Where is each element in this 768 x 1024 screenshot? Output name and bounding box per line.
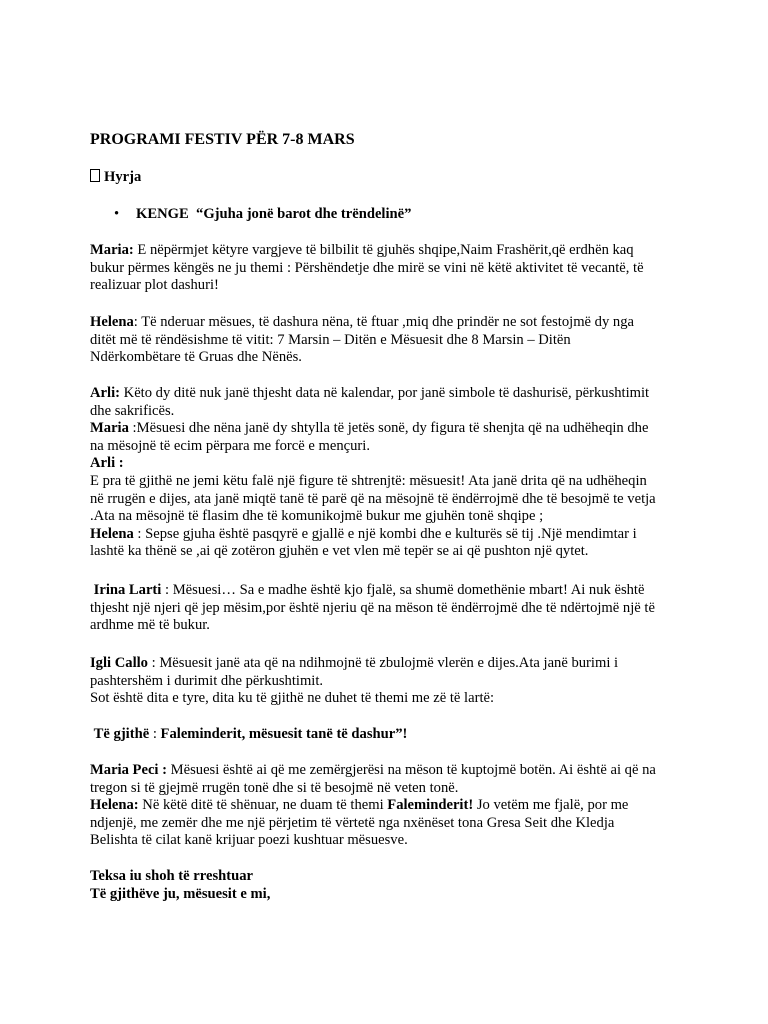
bullet-icon: • [114,206,120,222]
emphasis-text: Faleminderit! [387,797,474,814]
text-line: Këto dy ditë nuk janë thjesht data në kalendar, por janë simbole të dashurisë, përkushtimit [120,385,650,401]
text-line: na mësojnë të ecim përpara me forcë e mençuri. [90,437,370,454]
text-line: ditët më të rëndësishme të vitit: 7 Marsin – Ditën e Mësuesit dhe 8 Marsin – Ditën [90,331,571,348]
text-line: bukur përmes këngës ne ju themi : Përshëndetje dhe mirë se vini në këtë aktivitet të vecantë, të [90,259,644,276]
speaker-name: Arli: [90,385,120,401]
text-line: pashtershëm i durimit dhe përkushtimit. [90,672,324,689]
poem-line: Teksa iu shoh të rreshtuar [90,868,253,884]
paragraph-helena [90,314,690,367]
paragraph-maria [90,242,690,295]
text-line: .Ata na mësojnë të flasim dhe të komunikojmë bukur me gjuhën tonë shqipe ; [90,508,544,525]
text-line: Sot është dita e tyre, dita ku të gjithë ne duhet të themi me zë të lartë: [90,690,495,707]
song-list-item [114,206,714,224]
emphasis-text: Faleminderit, mësuesit tanë të dashur”! [160,726,408,742]
text-line: E nëpërmjet këtyre vargjeve të bilbilit të gjuhës shqipe,Naim Frashërit,që erdhën kaq [133,242,634,258]
speaker-name: Maria: [90,242,134,258]
text-line: ardhme më të bukur. [90,617,210,634]
text-line: :Mësuesi dhe nëna janë dy shtylla të jetës sonë, dy figura të shenjta që na udhëheqin dhe [128,420,649,437]
song-label: KENGE [136,206,189,222]
text-line: : Mësuesi… Sa e madhe është kjo fjalë, sa shumë domethënie mbart! Ai nuk është [161,582,645,598]
paragraph-dialogue [90,385,690,561]
text-line: lashtë ka thënë se ,ai që zotëron gjuhën e vet vlen më tepër se ai që pushton një qytet. [90,543,589,560]
text-line: thjesht një njeri që jep mësim,por është njeriu që na mëson të ëndërrojmë dhe të ndërtojmë një të [90,599,655,616]
speaker-name: Helena: [90,797,139,814]
text-line: ndjenjë, me zemër dhe me një përjetim të vërtetë nga nxënëset tona Gresa Seit dhe Kledja [90,814,615,831]
text-line: : Mësuesit janë ata që na ndihmojnë të zbulojmë vlerën e dijes.Ata janë burimi i [147,655,619,671]
text-line: : [149,726,161,742]
text-line: tregon si të gjejmë rrugën tonë dhe si të besojmë në veten tonë. [90,779,459,796]
text-line: Në këtë ditë të shënuar, ne duam të themi [138,797,388,814]
section-hyrja-label: Hyrja [104,169,142,185]
section-hyrja [90,169,690,187]
text-line: E pra të gjithë ne jemi këtu falë një figure të shtrenjtë: mësuesit! Ata janë drita që na udhëheqin [90,472,647,489]
text-line: Belishta të cilat kanë krijuar poezi kushtuar mësuesve. [90,832,408,849]
checkbox-glyph-icon [90,169,100,182]
text-line: : Sepse gjuha është pasqyrë e gjallë e një kombi dhe e kulturës së tij .Një mendimtar i [133,525,637,542]
text-line: dhe sakrificës. [90,402,175,419]
text-line: në rrugën e dijes, ata janë miqtë tanë të parë që na mësojnë të ëndërrojmë dhe të besojmë te vetja [90,490,656,507]
text-line: : Të nderuar mësues, të dashura nëna, të ftuar ,miq dhe prindër ne sot festojmë dy nga [133,314,634,330]
speaker-name: Maria [90,420,129,437]
speaker-name: Maria Peci : [90,762,167,778]
paragraph-all [90,726,690,744]
text-line: Ndërkombëtare të Gruas dhe Nënës. [90,349,302,366]
paragraph-maria-peci [90,762,690,850]
paragraph-irina [90,582,690,635]
speaker-name: Helena [90,314,134,330]
text-line: Mësuesi është ai që me zemërgjerësi na mëson të kuptojmë botën. Ai është ai që na [166,762,656,778]
speaker-name: Arli : [90,455,124,472]
speaker-name: Irina Larti [93,582,162,598]
page-title: PROGRAMI FESTIV PËR 7-8 MARS [90,131,355,148]
speaker-name: Të gjithë [93,726,150,742]
poem-line: Të gjithëve ju, mësuesit e mi, [90,885,271,902]
paragraph-igli [90,655,690,708]
text-line: Jo vetëm me fjalë, por me [473,797,629,814]
speaker-name: Helena [90,525,134,542]
song-title: “Gjuha jonë barot dhe trëndelinë” [196,206,412,222]
text-line: realizuar plot dashuri! [90,277,219,294]
speaker-name: Igli Callo [90,655,148,671]
poem-block [90,868,690,903]
